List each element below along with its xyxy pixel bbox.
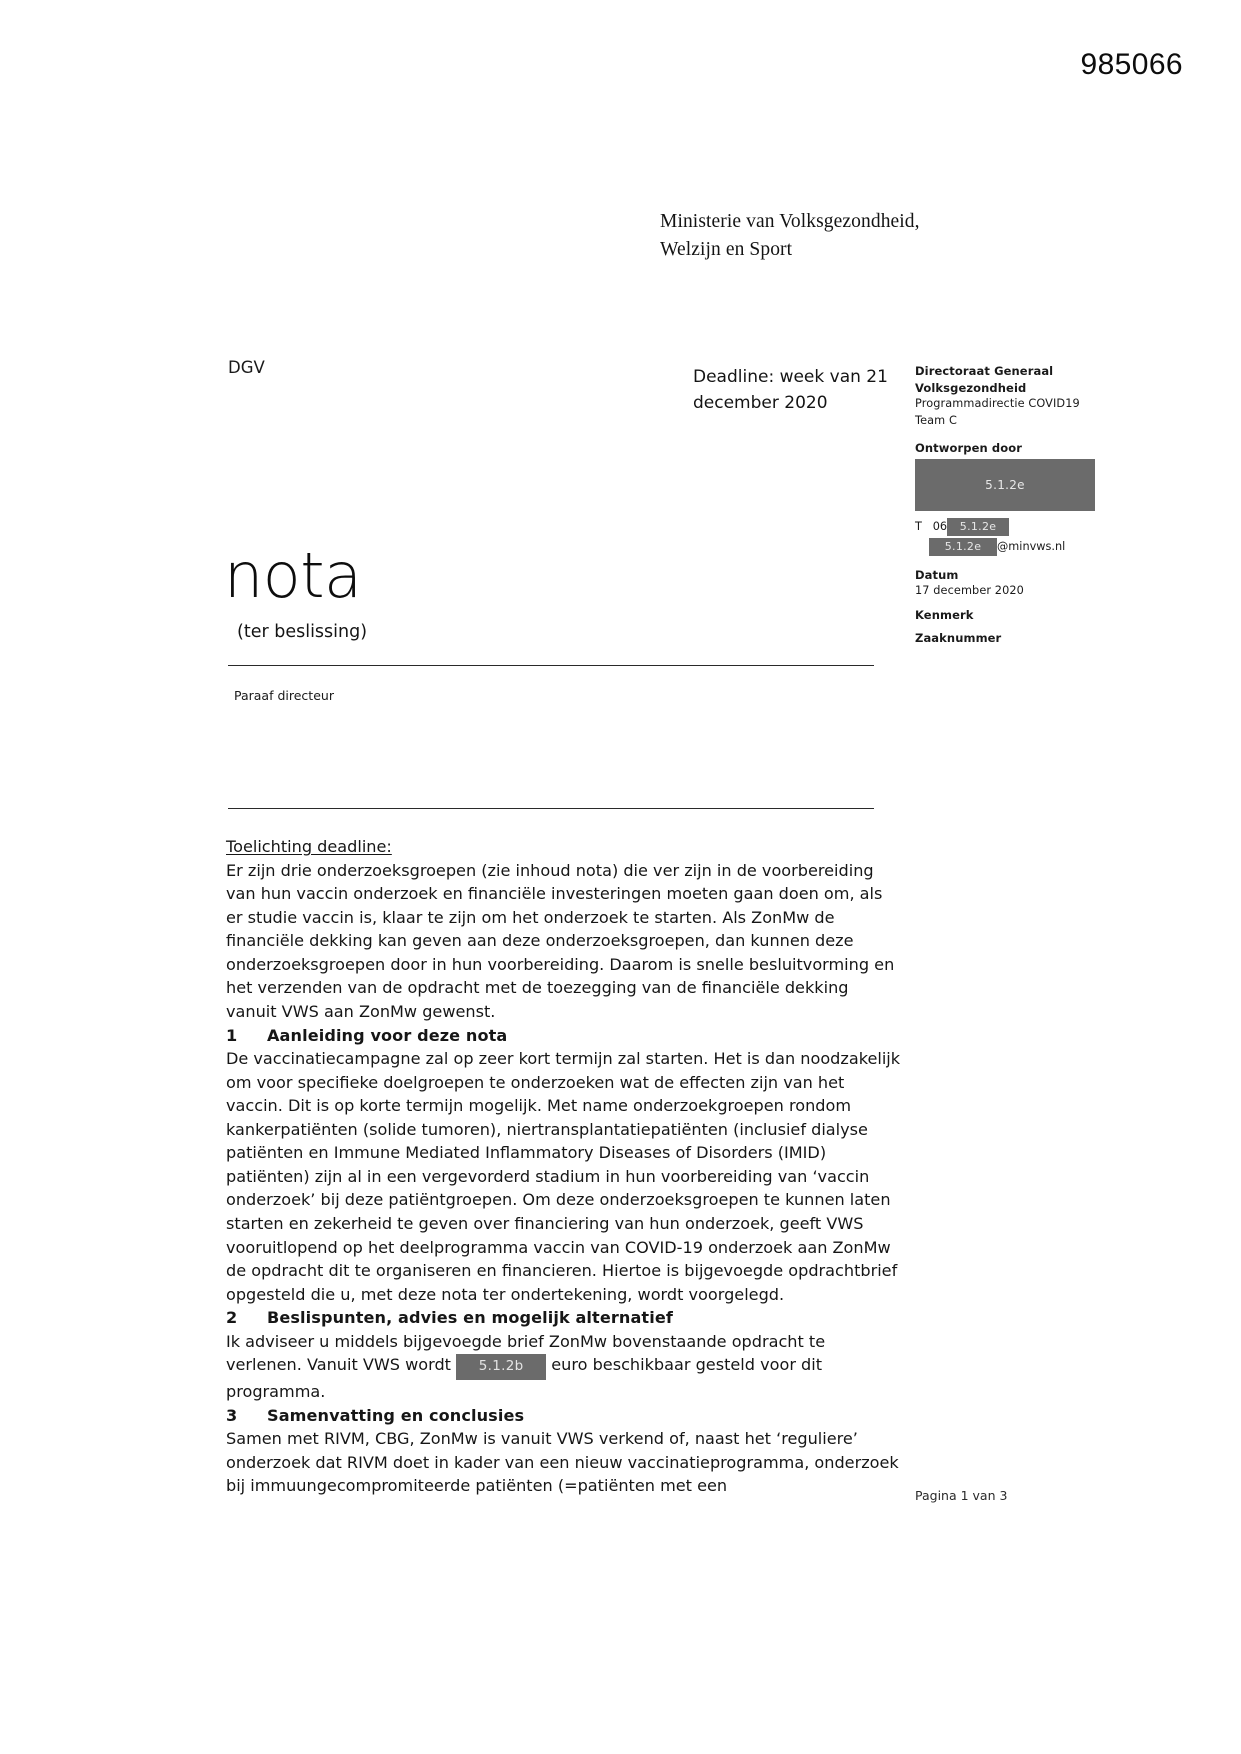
section-3-body: Samen met RIVM, CBG, ZonMw is vanuit VWS verkend of, naast het ‘reguliere’ onderzoek dat RIVM doet in kader van een nieuw vaccinatieprogramma, onderzoek bij immuungecompromiteerde patiënten (=patiënten met een — [226, 1429, 899, 1496]
ministry-wordmark — [660, 208, 920, 263]
date-label: Datum — [915, 567, 959, 582]
designed-by-label: Ontworpen door — [915, 441, 1022, 456]
department-code: DGV — [228, 358, 265, 377]
deadline-explanation-heading: Toelichting deadline: — [226, 837, 392, 856]
page-title: nota — [224, 539, 362, 612]
page-subtitle: (ter beslissing) — [237, 622, 368, 642]
deadline-notice: Deadline: week van 21 december 2020 — [693, 367, 888, 414]
phone-line — [915, 518, 1215, 536]
paraaf-directeur-label: Paraaf directeur — [234, 688, 334, 703]
programme-directorate: Programmadirectie COVID19 — [915, 397, 1080, 411]
directorate-line-2: Volksgezondheid — [915, 380, 1027, 395]
section-1-heading — [226, 1024, 902, 1048]
email-domain: @minvws.nl — [997, 539, 1066, 553]
ministry-line-1: Ministerie van Volksgezondheid, — [660, 211, 920, 232]
zaaknummer-label: Zaaknummer — [915, 631, 1002, 646]
redaction-amount: 5.1.2b — [456, 1354, 546, 1380]
section-2-body-part-2: euro beschikbaar gesteld voor dit programma. — [226, 1355, 823, 1402]
section-2-body-part-1: Ik adviseer u middels bijgevoegde brief ZonMw bovenstaande opdracht te verlenen. Vanuit VWS wordt — [226, 1331, 826, 1375]
section-1-number: 1 — [226, 1025, 238, 1045]
divider-top — [228, 665, 874, 666]
section-2-number: 2 — [226, 1308, 238, 1328]
date-value: 17 december 2020 — [915, 584, 1024, 598]
section-2-heading — [226, 1306, 902, 1330]
divider-bottom — [228, 808, 874, 809]
deadline-explanation-body: Er zijn drie onderzoeksgroepen (zie inhoud nota) die ver zijn in de voorbereiding van hun vaccin onderzoek en financiële investeringen moeten gaan doen om, als er studie vaccin is, klaar te zijn om het onderzoek te starten. Als ZonMw de financiële dekking kan geven aan deze onderzoeksgroepen, dan kunnen deze onderzoeksgroepen door in hun voorbereiding. Daarom is snelle besluitvorming en het verzenden van de opdracht met de toezegging van de financiële dekking vanuit VWS aan ZonMw gewenst. — [226, 860, 895, 1021]
section-1-title: Aanleiding voor deze nota — [267, 1025, 508, 1045]
document-body — [226, 835, 902, 1498]
directorate-line-1: Directoraat Generaal — [915, 364, 1054, 378]
section-1-body: De vaccinatiecampagne zal op zeer kort termijn zal starten. Het is dan noodzakelijk om voor specifieke doelgroepen te onderzoeken wat de effecten zijn van het vaccin. Dit is op korte termijn mogelijk. Met name onderzoekgroepen rondom kankerpatiënten (solide tumoren), niertransplantatiepatiënten (inclusief dialyse patiënten en Immune Mediated Inflammatory Diseases of Disorders (IMID) patiënten) zijn al in een vergevorderd stadium in hun voorbereiding van ‘vaccin onderzoek’ bij deze patiëntgroepen. Om deze onderzoeksgroepen te kunnen laten starten en zekerheid te geven over financiering van hun onderzoek, geeft VWS vooruitlopend op het deelprogramma vaccin van COVID-19 onderzoek aan ZonMw de opdracht dit te organiseren en financieren. Hiertoe is bijgevoegde opdrachtbrief opgesteld die u, met deze nota ter ondertekening, wordt voorgelegd. — [226, 1049, 901, 1304]
phone-prefix: 06 — [932, 519, 948, 533]
page-footer: Pagina 1 van 3 — [915, 1488, 1008, 1503]
section-2-title: Beslispunten, advies en mogelijk alternatief — [267, 1308, 673, 1328]
document-number: 985066 — [1080, 48, 1183, 81]
kenmerk-label: Kenmerk — [915, 607, 974, 622]
redaction-phone: 5.1.2e — [947, 518, 1009, 536]
phone-label: T — [915, 519, 922, 533]
ministry-line-2: Welzijn en Sport — [660, 238, 793, 260]
metadata-sidebar — [915, 363, 1215, 647]
redaction-designed-by: 5.1.2e — [915, 459, 1095, 511]
team-name: Team C — [915, 413, 957, 427]
section-3-title: Samenvatting en conclusies — [267, 1405, 525, 1425]
section-2-body — [226, 1330, 902, 1404]
redaction-email: 5.1.2e — [929, 538, 997, 556]
section-3-heading — [226, 1404, 902, 1428]
email-line — [915, 538, 1215, 556]
section-3-number: 3 — [226, 1405, 238, 1425]
